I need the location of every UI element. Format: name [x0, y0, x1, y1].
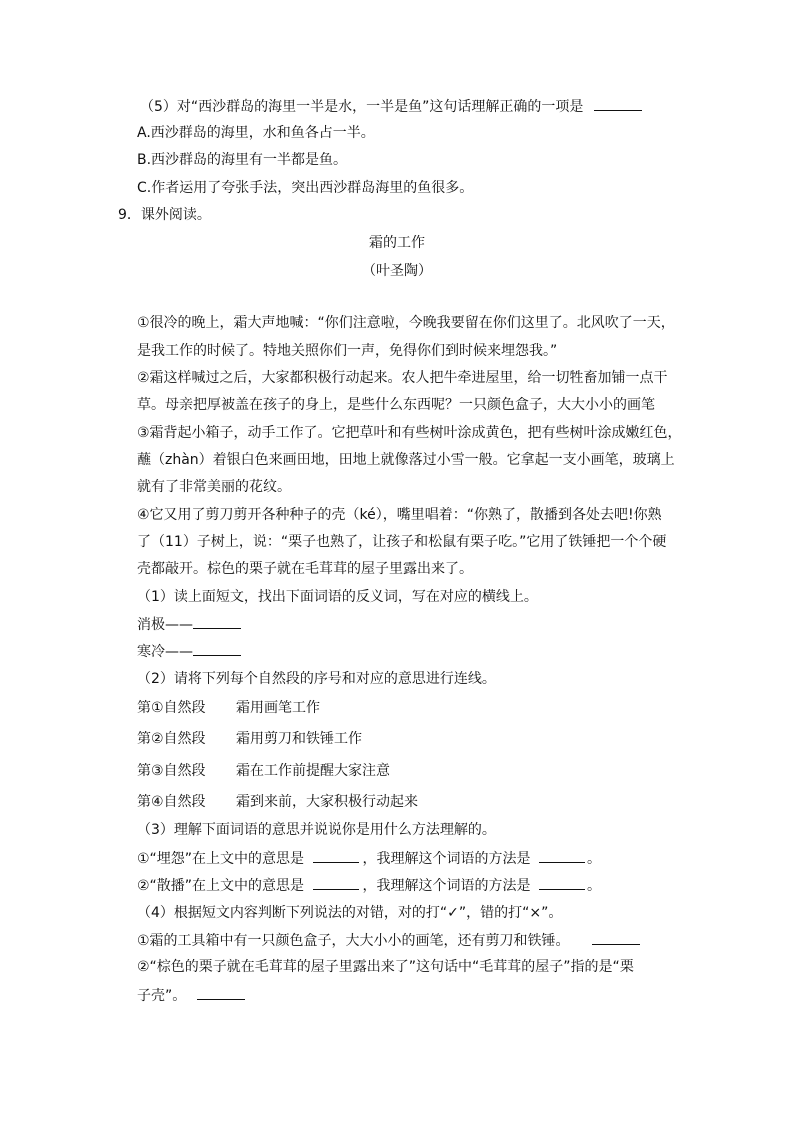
passage-line: 是我工作的时候了。特地关照你们一声，免得你们到时候来埋怨我。” [137, 343, 558, 359]
answer-blank[interactable] [313, 848, 359, 863]
antonym-row-1: 消极—— [137, 614, 241, 635]
passage-line: ③霜背起小箱子，动手工作了。它把草叶和有些树叶涂成黄色，把有些树叶涂成嫩红色， [137, 425, 682, 441]
passage-line: ②霜这样喊过之后，大家都积极行动起来。农人把牛牵进屋里，给一切牲畜加铺一点干 [137, 370, 668, 386]
match-meaning[interactable]: 霜在工作前提醒大家注意 [236, 763, 390, 779]
q9-heading: 9．课外阅读。 [118, 207, 211, 223]
passage-line: 蘸（zhàn）着银白色来画田地，田地上就像落过小雪一般。它拿起一支小画笔，玻璃上 [137, 452, 675, 468]
answer-blank[interactable] [539, 848, 585, 863]
answer-blank[interactable] [539, 875, 585, 890]
passage-line: 壳都敲开。棕色的栗子就在毛茸茸的屋子里露出来了。 [137, 561, 473, 577]
passage-author: （叶圣陶） [362, 263, 432, 279]
judge-item-2-cont: 子壳”。 [137, 985, 245, 1006]
sub3-prompt: （3）理解下面词语的意思并说说你是用什么方法理解的。 [137, 822, 496, 838]
q8-5-question: （5）对“西沙群岛的海里一半是水，一半是鱼”这句话理解正确的一项是 [140, 96, 642, 117]
passage-line: ④它又用了剪刀剪开各种种子的壳（ké），嘴里唱着：“你熟了，散播到各处去吧!你熟 [137, 507, 662, 523]
antonym-row-2: 寒冷—— [137, 641, 241, 662]
answer-blank[interactable] [592, 930, 640, 945]
sub3-line-1: ①“埋怨”在上文中的意思是 ，我理解这个词语的方法是 。 [137, 848, 601, 869]
match-meaning[interactable]: 霜用剪刀和铁锤工作 [236, 731, 362, 747]
match-para[interactable]: 第②自然段 [137, 731, 206, 747]
passage-title: 霜的工作 [369, 235, 425, 251]
judge-item-1: ①霜的工具箱中有一只颜色盒子，大大小小的画笔，还有剪刀和铁锤。 [137, 930, 640, 951]
passage-line: ①很冷的晚上，霜大声地喊：“你们注意啦，今晚我要留在你们这里了。北风吹了一天， [137, 315, 675, 331]
answer-blank[interactable] [193, 641, 241, 656]
match-meaning[interactable]: 霜用画笔工作 [236, 700, 320, 716]
match-meaning[interactable]: 霜到来前，大家积极行动起来 [236, 794, 418, 810]
passage-line: 草。母亲把厚被盖在孩子的身上，是些什么东西呢？一只颜色盒子，大大小小的画笔 [137, 397, 655, 413]
option-b: B.西沙群岛的海里有一半都是鱼。 [137, 152, 348, 168]
sub3-line-2: ②“散播”在上文中的意思是 ，我理解这个词语的方法是 。 [137, 875, 601, 896]
sub2-prompt: （2）请将下列每个自然段的序号和对应的意思进行连线。 [137, 671, 496, 687]
option-a: A.西沙群岛的海里，水和鱼各占一半。 [137, 125, 375, 141]
match-para[interactable]: 第④自然段 [137, 794, 206, 810]
answer-blank[interactable] [594, 96, 642, 111]
answer-blank[interactable] [313, 875, 359, 890]
passage-line: 了（11）子树上，说：“栗子也熟了，让孩子和松鼠有栗子吃。”它用了铁锤把一个个硬 [137, 534, 667, 550]
answer-blank[interactable] [193, 614, 241, 629]
passage-line: 就有了非常美丽的花纹。 [137, 479, 291, 495]
judge-item-2: ②“棕色的栗子就在毛茸茸的屋子里露出来了”这句话中“毛茸茸的屋子”指的是“栗 [137, 959, 634, 975]
sub4-prompt: （4）根据短文内容判断下列说法的对错，对的打“✓”，错的打“×”。 [137, 905, 563, 921]
match-para[interactable]: 第①自然段 [137, 700, 206, 716]
option-c: C.作者运用了夸张手法，突出西沙群岛海里的鱼很多。 [137, 180, 474, 196]
sub1-prompt: （1）读上面短文，找出下面词语的反义词，写在对应的横线上。 [137, 589, 538, 605]
match-para[interactable]: 第③自然段 [137, 763, 206, 779]
answer-blank[interactable] [197, 985, 245, 1000]
